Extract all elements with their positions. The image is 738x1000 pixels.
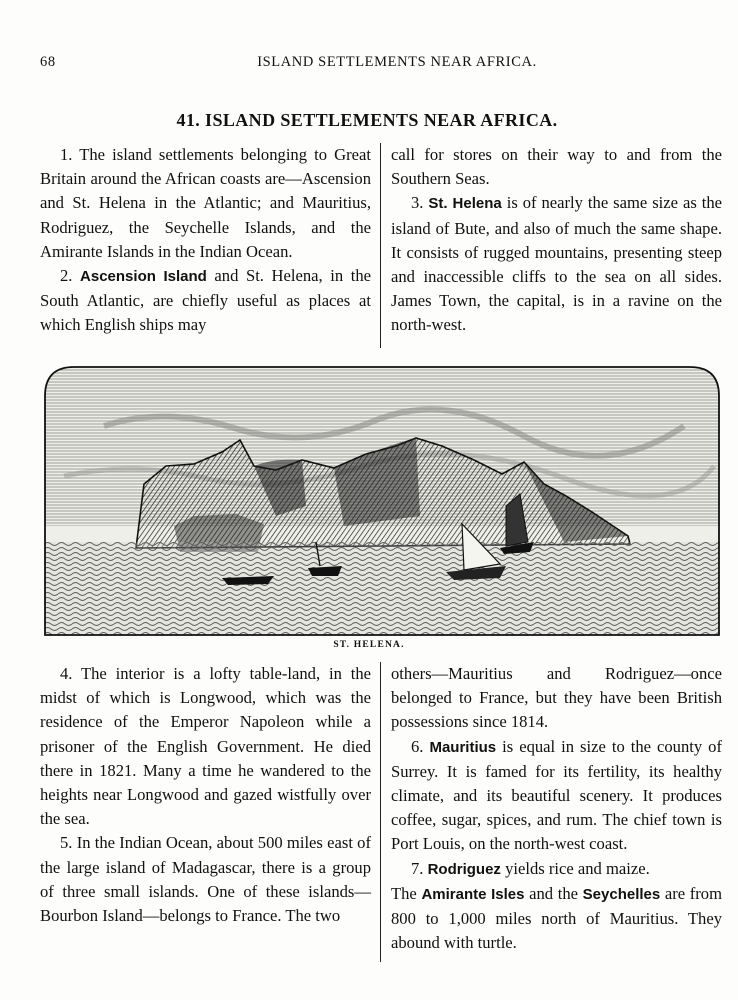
paragraph-1: 1. The island settlements belonging to Great Britain around the African coasts are—Ascension and St. Helena in the Atlantic; and Mauritius, Rodriguez, the Seychelle Islands, and the Amirante Islands in the Indian Ocean. [40, 145, 371, 261]
paragraph-7-number: 7. [411, 858, 428, 878]
bottom-right-column [381, 662, 722, 962]
paragraph-3-bold: St. Helena [428, 195, 502, 213]
engraving-illustration [44, 366, 720, 636]
paragraph-5: 5. In the Indian Ocean, about 500 miles east of the large island of Madagascar, there is a group of three small islands. One of these islands—Bourbon Island—belongs to France. The two [40, 833, 371, 926]
running-head [36, 54, 698, 76]
paragraph-7b-mid: and the [524, 883, 583, 903]
paragraph-7 [391, 857, 722, 882]
page-number: 68 [40, 54, 56, 70]
paragraph-2-number: 2. [60, 266, 81, 286]
paragraph-6-number: 6. [411, 736, 430, 756]
paragraph-7-text: yields rice and maize. [500, 858, 650, 878]
paragraph-7b-lead: The [391, 883, 422, 903]
top-right-column [381, 143, 722, 348]
paragraph-7b-text: are from 800 to 1,000 miles north of Mauritius. They abound with turtle. [391, 883, 723, 953]
paragraph-3 [391, 191, 722, 337]
paragraph-2 [40, 264, 371, 338]
paragraph-3-number: 3. [411, 193, 429, 213]
paragraph-3-text: is of nearly the same size as the island of Bute, and also of much the same shape. It consists of rugged mountains, presenting steep and inaccessible cliffs to the sea on all sides. James Town, the capital, is in a ravine on the north-west. [391, 193, 722, 335]
bottom-left-column [40, 662, 381, 962]
paragraph-6 [391, 735, 722, 857]
paragraph-7-bold: Rodriguez [427, 860, 501, 878]
paragraph-2-text: and St. Helena, in the South Atlantic, are chiefly useful as places at which English ships may [40, 266, 371, 335]
bottom-columns [40, 662, 722, 962]
paragraph-7b-bold-2: Seychelles [582, 885, 661, 903]
paragraph-7b-bold-1: Amirante Isles [421, 885, 525, 903]
top-columns [40, 143, 722, 348]
top-left-column [40, 143, 381, 348]
running-title: ISLAND SETTLEMENTS NEAR AFRICA. [257, 54, 537, 70]
paragraph-7b [391, 882, 722, 956]
paragraph-5-continued: others—Mauritius and Rodriguez—once belonged to France, but they have been British possessions since 1814. [391, 664, 722, 732]
paragraph-6-text: is equal in size to the county of Surrey. It is famed for its fertility, its healthy climate, and its beautiful scenery. It produces coffee, sugar, spices, and rum. The chief town is Port Louis, on the north-west coast. [391, 736, 723, 854]
paragraph-4: 4. The interior is a lofty table-land, in the midst of which is Longwood, which was the residence of the Emperor Napoleon while a prisoner of the English Government. He died there in 1821. Many a time he wandered to the heights near Longwood and gazed wistfully over the sea. [40, 664, 371, 829]
paragraph-2-bold: Ascension Island [80, 268, 207, 286]
section-title: 41. ISLAND SETTLEMENTS NEAR AFRICA. [176, 110, 558, 130]
paragraph-6-bold: Mauritius [429, 738, 497, 756]
figure-caption: ST. HELENA. [333, 640, 405, 650]
st-helena-engraving [44, 366, 720, 636]
paragraph-2-continued: call for stores on their way to and from the Southern Seas. [391, 145, 722, 189]
